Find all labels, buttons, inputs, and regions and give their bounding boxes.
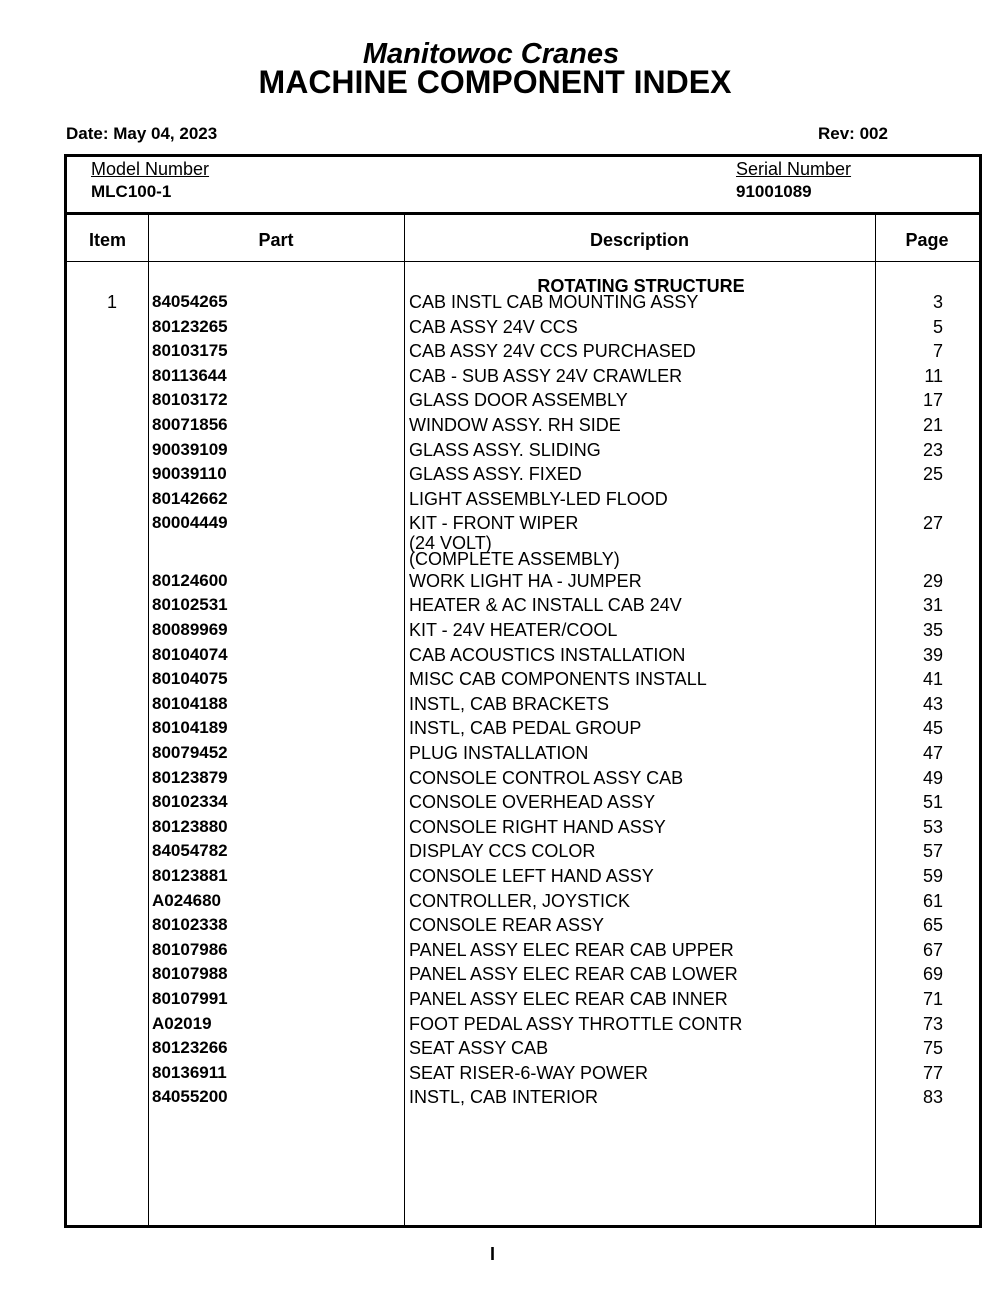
row-part-number: 80079452 (152, 743, 228, 762)
row-page-number: 75 (922, 1038, 943, 1059)
row-page-number: 67 (922, 939, 943, 960)
row-description-line: GLASS ASSY. SLIDING (409, 439, 601, 460)
row-part-number: 80102531 (152, 595, 228, 615)
row-description-line: PLUG INSTALLATION (409, 743, 589, 763)
row-page-number: 7 (932, 341, 943, 362)
row-part-number: 80107986 (152, 939, 228, 959)
row-page-number: 65 (922, 915, 943, 936)
row-description (409, 815, 869, 839)
table-row (67, 716, 979, 741)
row-part-number: 84054782 (152, 841, 228, 861)
row-description (409, 790, 869, 814)
row-part-number: 80136911 (152, 1062, 227, 1082)
row-part-number: 80123879 (152, 767, 228, 787)
row-description (409, 1012, 869, 1036)
table-row (67, 1085, 979, 1110)
table-row (67, 839, 979, 864)
row-description (409, 692, 869, 716)
row-part-number: 80102334 (152, 792, 228, 812)
column-header-part: Part (258, 230, 294, 250)
row-description-line: CONSOLE REAR ASSY (409, 915, 605, 936)
row-description-line: DISPLAY CCS COLOR (409, 841, 596, 862)
row-description-line: WINDOW ASSY. RH SIDE (409, 414, 621, 435)
table-row (67, 692, 979, 717)
table-row (67, 1061, 979, 1086)
table-row (67, 339, 979, 364)
model-number-label: Model Number (91, 159, 210, 179)
row-description (409, 913, 869, 937)
row-description-line: KIT - 24V HEATER/COOL (409, 620, 618, 641)
table-row (67, 364, 979, 389)
row-description-line: CAB - SUB ASSY 24V CRAWLER (409, 365, 683, 386)
row-page-number: 45 (922, 718, 943, 739)
row-part-number: A02019 (152, 1013, 212, 1033)
row-description (409, 839, 869, 863)
row-page-number: 41 (922, 669, 943, 690)
row-description (409, 889, 869, 913)
table-row (67, 815, 979, 840)
column-header-divider (67, 261, 979, 262)
row-part-number: 80102338 (152, 915, 228, 935)
row-part-number: 80071856 (152, 414, 228, 434)
table-row (67, 864, 979, 889)
row-description-line: (24 VOLT) (409, 533, 492, 554)
row-page-number: 61 (922, 890, 943, 911)
row-description (409, 462, 869, 486)
row-part-number: 80123881 (152, 865, 228, 885)
row-page-number: 57 (922, 841, 943, 862)
row-description (409, 364, 869, 388)
row-page-number: 5 (932, 316, 943, 337)
model-number-value: MLC100-1 (91, 182, 172, 201)
serial-number-label: Serial Number (736, 159, 852, 179)
page-title: MACHINE COMPONENT INDEX (258, 64, 732, 100)
row-description (409, 413, 869, 437)
row-part-number: 80123266 (152, 1038, 228, 1058)
row-description-line: CONSOLE CONTROL ASSY CAB (409, 767, 684, 788)
row-description-line: PANEL ASSY ELEC REAR CAB LOWER (409, 964, 738, 985)
table-row (67, 962, 979, 987)
row-item-number: 1 (106, 292, 117, 312)
row-page-number: 11 (924, 365, 943, 386)
row-description (409, 741, 869, 765)
table-row (67, 315, 979, 340)
row-part-number: 80004449 (152, 513, 228, 533)
row-page-number: 39 (922, 644, 943, 665)
row-page-number: 31 (922, 595, 943, 616)
row-description-line: CAB ASSY 24V CCS (409, 316, 578, 337)
section-title: ROTATING STRUCTURE (537, 276, 745, 296)
table-row (67, 388, 979, 413)
row-description-line: CAB ACOUSTICS INSTALLATION (409, 644, 686, 665)
row-page-number: 51 (922, 792, 943, 813)
row-description-line: CAB ASSY 24V CCS PURCHASED (409, 341, 696, 362)
row-page-number: 59 (922, 865, 943, 886)
row-description (409, 438, 869, 462)
row-description (409, 938, 869, 962)
row-description (409, 987, 869, 1011)
table-row (67, 438, 979, 463)
row-description-line: KIT - FRONT WIPER (409, 513, 579, 534)
row-part-number: 80103175 (152, 341, 228, 361)
table-row (67, 938, 979, 963)
row-page-number: 53 (922, 816, 943, 837)
row-page-number: 49 (922, 767, 943, 788)
row-description (409, 1061, 869, 1085)
table-row (67, 889, 979, 914)
row-page-number: 23 (922, 439, 943, 460)
row-description (409, 716, 869, 740)
row-description-line: PANEL ASSY ELEC REAR CAB INNER (409, 988, 728, 1009)
row-description (409, 487, 869, 511)
row-description-line: CONSOLE OVERHEAD ASSY (409, 792, 656, 813)
row-part-number: 84055200 (152, 1087, 228, 1107)
row-description-line: CONSOLE LEFT HAND ASSY (409, 865, 654, 886)
row-page-number: 73 (922, 1013, 943, 1034)
component-index-table (64, 154, 982, 1228)
row-page-number: 69 (922, 964, 943, 985)
table-row (67, 643, 979, 668)
column-header-item: Item (88, 230, 126, 250)
row-description-line: CONTROLLER, JOYSTICK (409, 890, 631, 911)
row-description (409, 864, 869, 888)
row-part-number: 80113644 (152, 365, 227, 385)
row-description-line: INSTL, CAB BRACKETS (409, 693, 610, 714)
table-row (67, 511, 979, 569)
table-row (67, 913, 979, 938)
row-description-line: PANEL ASSY ELEC REAR CAB UPPER (409, 939, 734, 960)
row-description-line: GLASS DOOR ASSEMBLY (409, 390, 628, 411)
table-row (67, 667, 979, 692)
table-body (67, 290, 979, 1110)
row-page-number: 47 (922, 743, 943, 763)
row-part-number: 80107991 (152, 988, 228, 1008)
table-row (67, 618, 979, 643)
row-description-line: FOOT PEDAL ASSY THROTTLE CONTR (409, 1013, 743, 1034)
row-description-line: GLASS ASSY. FIXED (409, 464, 582, 485)
row-page-number: 71 (922, 988, 943, 1009)
row-description-line: LIGHT ASSEMBLY-LED FLOOD (409, 488, 668, 509)
row-part-number: 80104074 (152, 644, 228, 664)
row-page-number: 77 (922, 1062, 943, 1083)
row-page-number: 83 (922, 1087, 943, 1108)
row-description-line: CAB INSTL CAB MOUNTING ASSY (409, 292, 699, 312)
row-page-number: 29 (922, 570, 943, 591)
row-description-line: MISC CAB COMPONENTS INSTALL (409, 669, 707, 690)
row-page-number: 17 (922, 390, 943, 411)
row-description (409, 569, 869, 593)
row-part-number: 80123265 (152, 316, 228, 336)
row-page-number: 27 (922, 513, 943, 534)
table-row (67, 462, 979, 487)
row-description (409, 290, 869, 314)
row-description (409, 618, 869, 642)
row-description-line: SEAT ASSY CAB (409, 1038, 549, 1059)
table-row (67, 790, 979, 815)
row-part-number: 80104188 (152, 693, 228, 713)
row-part-number: 80089969 (152, 620, 228, 640)
row-description-line: INSTL, CAB PEDAL GROUP (409, 718, 642, 739)
table-row (67, 766, 979, 791)
row-part-number: A024680 (152, 890, 222, 910)
header-divider (67, 212, 979, 215)
row-page-number: 25 (922, 464, 943, 485)
serial-number-value: 91001089 (736, 182, 812, 201)
table-row (67, 593, 979, 618)
row-part-number: 80107988 (152, 964, 228, 984)
row-description (409, 643, 869, 667)
row-part-number: 80123880 (152, 816, 228, 836)
row-description (409, 667, 869, 691)
row-description (409, 315, 869, 339)
row-description-line: CONSOLE RIGHT HAND ASSY (409, 816, 666, 837)
column-header-description: Description (589, 230, 690, 250)
row-part-number: 80142662 (152, 488, 228, 508)
row-description (409, 511, 869, 570)
row-part-number: 80104189 (152, 718, 228, 738)
row-description (409, 766, 869, 790)
document-revision: Rev: 002 (818, 124, 888, 143)
table-row (67, 1036, 979, 1061)
table-row (67, 741, 979, 766)
row-description (409, 593, 869, 617)
row-part-number: 80104075 (152, 669, 228, 689)
row-description-line: SEAT RISER-6-WAY POWER (409, 1062, 649, 1083)
row-description (409, 388, 869, 412)
row-description-line: WORK LIGHT HA - JUMPER (409, 570, 642, 591)
row-part-number: 90039109 (152, 439, 228, 459)
row-page-number: 35 (922, 620, 943, 641)
table-row (67, 569, 979, 594)
row-description (409, 1085, 869, 1109)
company-name: Manitowoc Cranes (362, 38, 620, 70)
row-description-line: INSTL, CAB INTERIOR (409, 1087, 599, 1108)
row-page-number: 21 (922, 414, 943, 435)
row-part-number: 80124600 (152, 570, 228, 590)
row-description (409, 1036, 869, 1060)
row-description (409, 339, 869, 363)
row-part-number: 84054265 (152, 292, 228, 311)
row-page-number: 3 (932, 292, 943, 312)
table-row (67, 987, 979, 1012)
row-page-number: 43 (922, 693, 943, 714)
row-part-number: 90039110 (152, 464, 227, 484)
row-part-number: 80103172 (152, 390, 228, 410)
table-row (67, 290, 979, 315)
row-description (409, 962, 869, 986)
row-description-line: (COMPLETE ASSEMBLY) (409, 549, 620, 570)
page-number: I (489, 1244, 495, 1264)
table-row (67, 413, 979, 438)
column-header-page: Page (905, 230, 949, 250)
document-date: Date: May 04, 2023 (66, 124, 218, 143)
table-row (67, 487, 979, 512)
table-row (67, 1012, 979, 1037)
row-description-line: HEATER & AC INSTALL CAB 24V (409, 595, 682, 616)
